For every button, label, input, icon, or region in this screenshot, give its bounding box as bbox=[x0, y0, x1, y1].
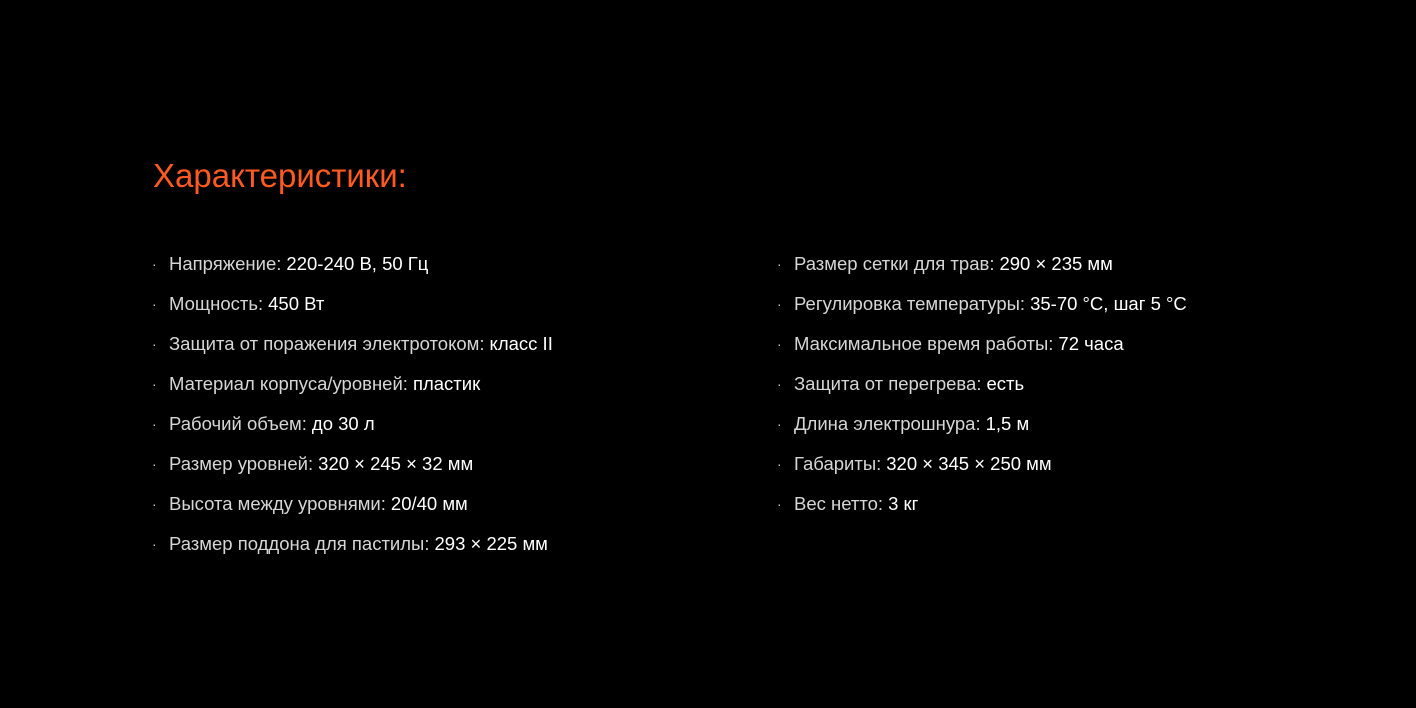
spec-label: Защита от поражения электротоком: bbox=[169, 333, 485, 354]
spec-item-volume bbox=[152, 404, 553, 444]
bullet-icon: · bbox=[152, 416, 157, 432]
bullet-icon: · bbox=[152, 296, 157, 312]
bullet-icon: · bbox=[152, 376, 157, 392]
spec-label: Защита от перегрева: bbox=[794, 373, 982, 394]
spec-list-right bbox=[777, 244, 1187, 524]
bullet-icon: · bbox=[777, 496, 782, 512]
spec-item-cord-length bbox=[777, 404, 1187, 444]
spec-label: Габариты: bbox=[794, 453, 882, 474]
spec-label: Размер поддона для пастилы: bbox=[169, 533, 430, 554]
spec-value: 35-70 °С, шаг 5 °С bbox=[1030, 293, 1187, 314]
spec-label: Размер сетки для трав: bbox=[794, 253, 995, 274]
spec-label: Высота между уровнями: bbox=[169, 493, 386, 514]
spec-value: 3 кг bbox=[888, 493, 919, 514]
spec-label: Регулировка температуры: bbox=[794, 293, 1026, 314]
spec-value: 450 Вт bbox=[268, 293, 325, 314]
page-title: Характеристики: bbox=[153, 157, 407, 194]
spec-value: 20/40 мм bbox=[390, 493, 468, 514]
spec-item-herb-mesh bbox=[777, 244, 1187, 284]
spec-item-power bbox=[152, 284, 553, 324]
spec-value: пластик bbox=[412, 373, 481, 394]
spec-value: есть bbox=[986, 373, 1025, 394]
bullet-icon: · bbox=[152, 496, 157, 512]
spec-value: до 30 л bbox=[311, 413, 375, 434]
bullet-icon: · bbox=[777, 336, 782, 352]
spec-label: Материал корпуса/уровней: bbox=[169, 373, 408, 394]
spec-value: 293 × 225 мм bbox=[434, 533, 548, 554]
spec-value: класс II bbox=[489, 333, 553, 354]
spec-value: 72 часа bbox=[1058, 333, 1124, 354]
spec-label: Вес нетто: bbox=[794, 493, 884, 514]
bullet-icon: · bbox=[152, 536, 157, 552]
spec-value: 320 × 245 × 32 мм bbox=[318, 453, 474, 474]
bullet-icon: · bbox=[777, 256, 782, 272]
spec-label: Размер уровней: bbox=[169, 453, 314, 474]
spec-label: Мощность: bbox=[169, 293, 264, 314]
spec-value: 1,5 м bbox=[985, 413, 1030, 434]
bullet-icon: · bbox=[777, 376, 782, 392]
spec-item-overheat bbox=[777, 364, 1187, 404]
spec-item-max-runtime bbox=[777, 324, 1187, 364]
spec-label: Рабочий объем: bbox=[169, 413, 307, 434]
spec-value: 220-240 В, 50 Гц bbox=[286, 253, 429, 274]
bullet-icon: · bbox=[777, 456, 782, 472]
spec-item-material bbox=[152, 364, 553, 404]
spec-item-pastila-tray bbox=[152, 524, 553, 564]
bullet-icon: · bbox=[152, 456, 157, 472]
spec-item-tray-height bbox=[152, 484, 553, 524]
spec-label: Напряжение: bbox=[169, 253, 282, 274]
bullet-icon: · bbox=[152, 336, 157, 352]
bullet-icon: · bbox=[777, 296, 782, 312]
spec-item-tray-size bbox=[152, 444, 553, 484]
spec-item-temperature bbox=[777, 284, 1187, 324]
bullet-icon: · bbox=[152, 256, 157, 272]
spec-item-voltage bbox=[152, 244, 553, 284]
spec-list-left bbox=[152, 244, 553, 564]
spec-item-shock-protection bbox=[152, 324, 553, 364]
spec-value: 320 × 345 × 250 мм bbox=[886, 453, 1052, 474]
spec-value: 290 × 235 мм bbox=[999, 253, 1113, 274]
bullet-icon: · bbox=[777, 416, 782, 432]
spec-label: Максимальное время работы: bbox=[794, 333, 1054, 354]
spec-item-net-weight bbox=[777, 484, 1187, 524]
spec-item-dimensions bbox=[777, 444, 1187, 484]
spec-label: Длина электрошнура: bbox=[794, 413, 981, 434]
